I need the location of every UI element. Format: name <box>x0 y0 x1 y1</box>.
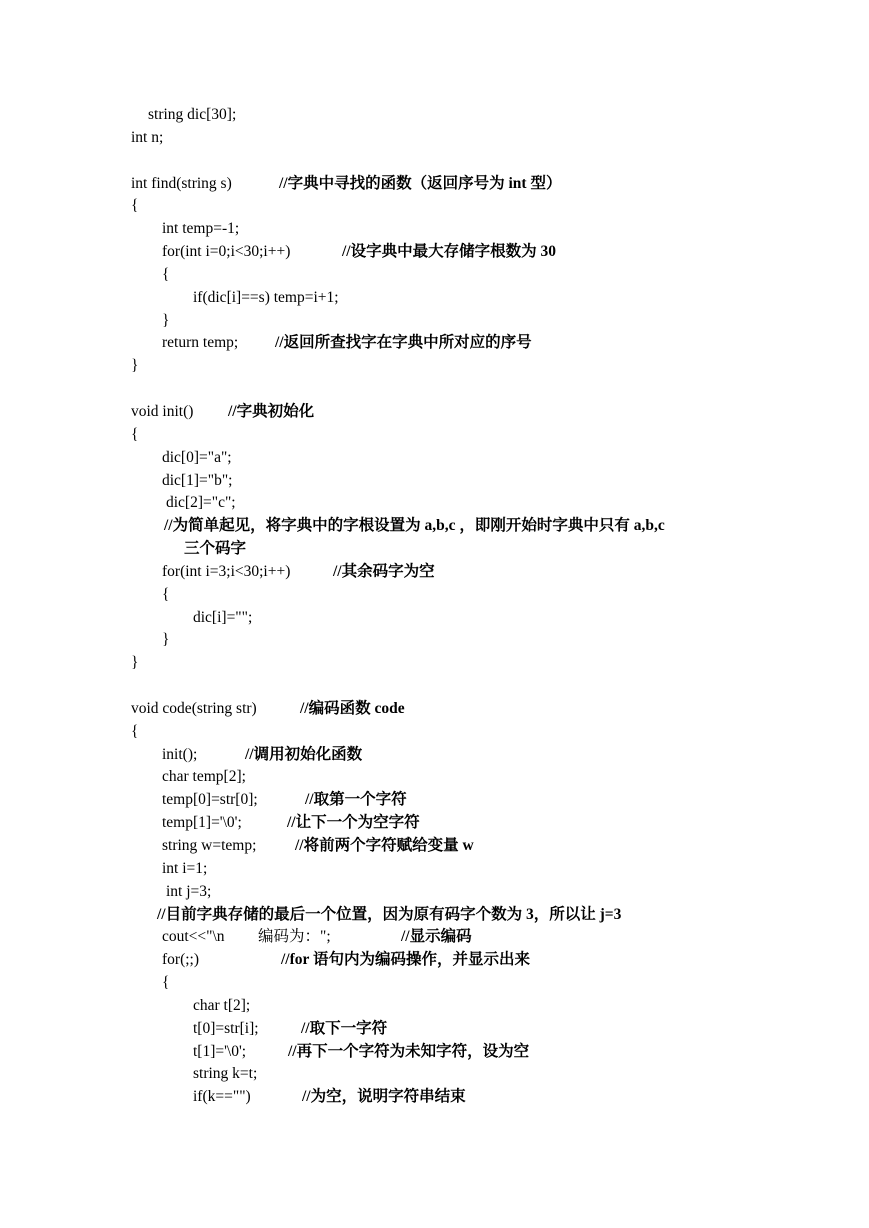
code-line <box>0 378 869 401</box>
code-text: t[1]='\0'; <box>193 1042 247 1060</box>
code-line <box>0 401 869 424</box>
code-text: string w=temp; <box>162 837 257 854</box>
code-text: return temp; <box>162 334 239 352</box>
code-text: for(;;) <box>162 951 200 969</box>
code-text: void code(string str) <box>131 699 257 717</box>
code-line <box>0 721 869 744</box>
code-line <box>0 127 869 150</box>
code-line <box>0 447 869 470</box>
code-line <box>0 150 869 173</box>
code-comment: //目前字典存储的最后一个位置，因为原有码字个数为 3，所以让 j=3 <box>157 905 622 923</box>
code-text: int find(string s) <box>131 174 232 192</box>
code-listing <box>0 104 869 1109</box>
code-comment: //其余码字为空 <box>333 562 435 580</box>
code-line <box>0 218 869 241</box>
code-line <box>0 332 869 355</box>
code-line <box>0 904 869 927</box>
code-line <box>0 835 869 858</box>
code-comment: //取下一字符 <box>301 1019 388 1037</box>
code-line <box>0 972 869 995</box>
code-line <box>0 789 869 812</box>
code-text: int i=1; <box>162 859 208 877</box>
code-text: } <box>162 631 170 649</box>
code-comment: //为简单起见，将字典中的字根设置为 a,b,c ，即刚开始时字典中只有 a,b,c <box>164 517 665 535</box>
code-text: void init() <box>131 402 194 420</box>
code-text: { <box>131 425 139 443</box>
code-line <box>0 629 869 652</box>
code-line <box>0 264 869 287</box>
code-line <box>0 1063 869 1086</box>
code-text: t[0]=str[i]; <box>193 1019 259 1037</box>
code-line <box>0 858 869 881</box>
code-line <box>0 1086 869 1109</box>
code-line <box>0 173 869 196</box>
code-comment: //返回所查找字在字典中所对应的序号 <box>275 334 532 352</box>
code-line <box>0 424 869 447</box>
code-comment: //设字典中最大存储字根数为 30 <box>342 243 556 261</box>
code-text: if(k=="") <box>193 1088 251 1106</box>
code-text: { <box>162 974 170 992</box>
code-text: cout<<"\n <box>162 928 225 946</box>
code-text: int j=3; <box>166 882 212 900</box>
code-line <box>0 995 869 1018</box>
code-text: { <box>162 265 170 283</box>
code-line <box>0 538 869 561</box>
code-text: string k=t; <box>193 1065 258 1083</box>
code-line <box>0 744 869 767</box>
code-line <box>0 492 869 515</box>
code-line <box>0 607 869 630</box>
code-text: if(dic[i]==s) temp=i+1; <box>193 288 339 306</box>
code-comment: //显示编码 <box>401 928 472 946</box>
code-line <box>0 766 869 789</box>
code-comment: //字典初始化 <box>228 402 315 420</box>
code-line <box>0 675 869 698</box>
code-text: dic[0]="a"; <box>162 448 232 466</box>
code-line <box>0 1018 869 1041</box>
code-comment: //为空，说明字符串结束 <box>302 1088 466 1106</box>
code-line <box>0 355 869 378</box>
code-line <box>0 698 869 721</box>
code-line <box>0 195 869 218</box>
code-text: dic[i]=""; <box>193 608 253 626</box>
code-comment: 三个码字 <box>184 540 247 558</box>
code-text: { <box>162 585 170 603</box>
code-text: string dic[30]; <box>148 106 237 123</box>
code-text: for(int i=0;i<30;i++) <box>162 243 291 261</box>
code-text: { <box>131 722 139 740</box>
code-comment: //字典中寻找的函数（返回序号为 int 型） <box>279 174 562 192</box>
code-line <box>0 470 869 493</box>
code-text: } <box>162 311 170 329</box>
code-comment: //for 语句内为编码操作，并显示出来 <box>281 951 531 969</box>
code-text: char t[2]; <box>193 996 251 1014</box>
code-text: { <box>131 197 139 215</box>
code-line <box>0 310 869 333</box>
code-text: dic[2]="c"; <box>166 494 236 512</box>
code-text: for(int i=3;i<30;i++) <box>162 562 291 580</box>
code-line <box>0 881 869 904</box>
code-text: int n; <box>131 128 164 146</box>
code-comment: //编码函数 code <box>300 699 405 717</box>
code-comment: //取第一个字符 <box>305 791 407 809</box>
code-text: } <box>131 357 139 375</box>
code-comment: //让下一个为空字符 <box>287 814 420 832</box>
code-text: char temp[2]; <box>162 768 246 786</box>
code-text: init(); <box>162 745 198 763</box>
code-line <box>0 584 869 607</box>
code-comment: //再下一个字符为未知字符，设为空 <box>288 1042 530 1060</box>
code-text: temp[0]=str[0]; <box>162 791 258 809</box>
code-text: int temp=-1; <box>162 220 240 238</box>
code-line <box>0 926 869 949</box>
code-comment: //调用初始化函数 <box>245 745 363 763</box>
code-line <box>0 515 869 538</box>
code-line <box>0 104 869 127</box>
code-line <box>0 652 869 675</box>
code-line <box>0 287 869 310</box>
code-line <box>0 812 869 835</box>
code-line <box>0 1041 869 1064</box>
code-text: temp[1]='\0'; <box>162 814 242 832</box>
code-line <box>0 241 869 264</box>
code-line <box>0 561 869 584</box>
code-comment: //将前两个字符赋给变量 w <box>295 837 474 854</box>
code-text: } <box>131 654 139 672</box>
code-line <box>0 949 869 972</box>
code-string-text: 编码为："; <box>258 928 331 946</box>
code-text: dic[1]="b"; <box>162 471 233 489</box>
